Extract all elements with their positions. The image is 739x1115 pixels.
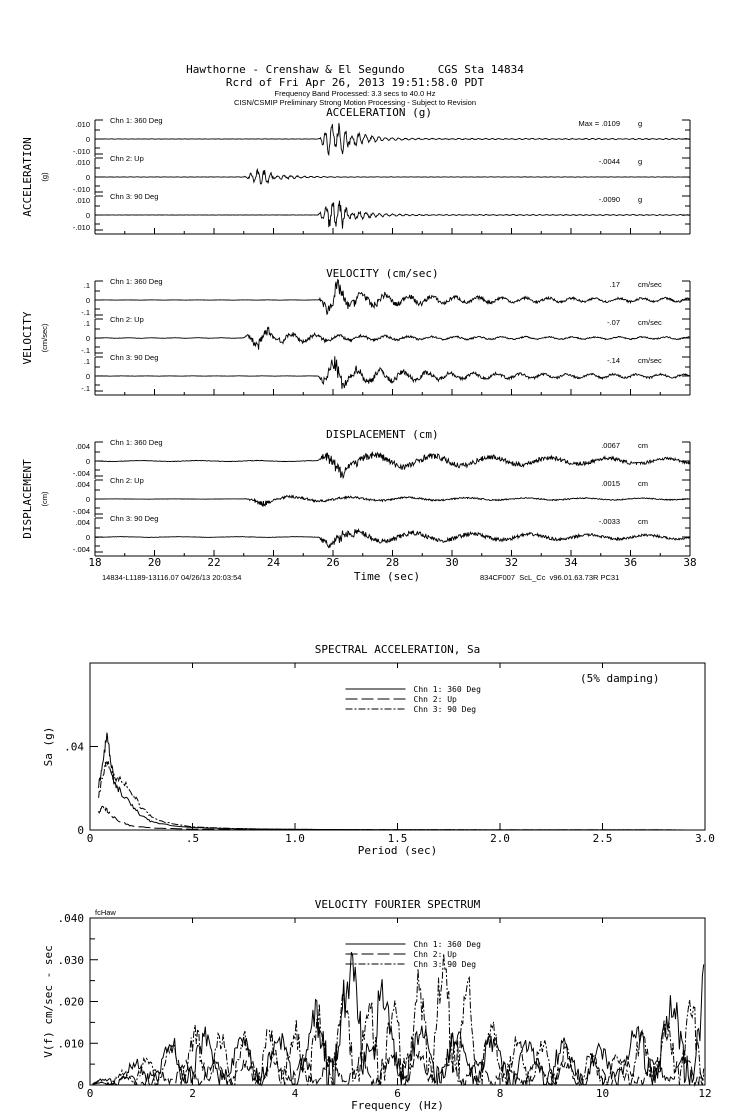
panel-yunit: (cm) [40,491,49,507]
spectrum-ylabel: V(f) cm/sec - sec [42,945,55,1058]
xtick-label: .5 [185,832,200,845]
ytick-label: -.010 [72,185,90,194]
time-axis-label: Time (sec) [353,570,421,583]
time-tick-label: 20 [147,556,162,569]
time-tick-label: 38 [683,556,697,569]
ytick-label: -.010 [72,223,90,232]
channel-label: Chn 1: 360 Deg [110,438,163,447]
xtick-label: 1.5 [387,832,408,845]
ytick-label: 0 [77,1079,84,1092]
peak-unit: cm/sec [638,318,662,327]
spectrum-tag: fcHaw [95,908,116,917]
waveform-2 [95,169,689,184]
ytick-label: .004 [75,442,90,451]
xtick-label: 6 [394,1087,401,1100]
peak-value: Max = .0109 [578,119,620,128]
ytick-label: .010 [75,158,90,167]
ytick-label: .010 [75,196,90,205]
channel-label: Chn 2: Up [110,154,144,163]
xtick-label: 2 [189,1087,196,1100]
legend-label: Chn 1: 360 Deg [413,685,481,694]
peak-value: -.0044 [598,157,620,166]
ytick-label: 0 [85,334,90,343]
ytick-label: .004 [75,480,90,489]
xtick-label: 0 [86,832,94,845]
spectrum-xlabel: Period (sec) [357,844,438,857]
time-tick-label: 36 [623,556,638,569]
channel-label: Chn 3: 90 Deg [110,514,159,523]
ytick-label: 0 [85,135,90,144]
panel-title: ACCELERATION (g) [326,106,433,119]
ytick-label: 0 [85,296,90,305]
peak-value: .17 [609,280,620,289]
peak-value: -.07 [607,318,620,327]
ytick-label: -.004 [72,507,90,516]
spectrum-ylabel: Sa (g) [42,726,55,767]
legend-label: Chn 2: Up [413,695,457,704]
peak-unit: g [638,157,643,166]
time-tick-label: 28 [385,556,400,569]
peak-unit: cm [638,517,648,526]
xtick-label: 10 [595,1087,610,1100]
legend-label: Chn 1: 360 Deg [413,940,481,949]
footer-left: 14834-L1189-13116.07 04/26/13 20:03:54 [102,573,242,582]
time-tick-label: 34 [564,556,578,569]
xtick-label: 3.0 [695,832,715,845]
waveform-1 [95,280,689,315]
peak-unit: cm/sec [638,280,662,289]
ytick-label: .004 [75,518,90,527]
waveform-2 [95,496,689,506]
sa-curve-3 [98,761,705,831]
header-station: Hawthorne - Crenshaw & El Segundo CGS Sta 14834 [186,63,524,76]
panel-ylabel: DISPLACEMENT [21,459,34,539]
panel-title: DISPLACEMENT (cm) [326,428,439,441]
header-record: Rcrd of Fri Apr 26, 2013 19:51:58.0 PDT [225,76,485,89]
xtick-label: 4 [291,1087,299,1100]
xtick-label: 0 [86,1087,94,1100]
peak-unit: g [638,195,643,204]
ytick-label: .010 [57,1037,84,1051]
ytick-label: 0 [85,211,90,220]
channel-label: Chn 3: 90 Deg [110,353,159,362]
legend-label: Chn 2: Up [413,950,457,959]
waveform-3 [95,529,689,547]
ytick-label: .040 [57,912,84,925]
time-tick-label: 30 [445,556,459,569]
channel-label: Chn 2: Up [110,315,144,324]
waveform-3 [95,356,689,389]
xtick-label: 8 [496,1087,504,1100]
peak-value: -.14 [607,356,620,365]
ytick-label: .1 [83,319,90,328]
panel-yunit: (cm/sec) [40,323,49,353]
peak-unit: g [638,119,643,128]
ytick-label: -.1 [81,384,90,393]
footer-right: 834CF007 ScL_Cc v96.01.63.73R PC31 [480,573,620,582]
panel-title: VELOCITY (cm/sec) [326,267,439,280]
waveform-3 [95,201,689,229]
ytick-label: .020 [57,995,84,1009]
spectrum-title: VELOCITY FOURIER SPECTRUM [314,898,481,911]
ytick-label: .1 [83,281,90,290]
peak-value: .0067 [601,441,620,450]
ytick-label: 0 [85,495,90,504]
legend-label: Chn 3: 90 Deg [413,705,477,714]
plot-frame [90,663,705,830]
ytick-label: 0 [85,457,90,466]
peak-unit: cm/sec [638,356,662,365]
ytick-label: -.004 [72,545,90,554]
ytick-label: 0 [77,824,84,837]
channel-label: Chn 1: 360 Deg [110,277,163,286]
peak-unit: cm [638,441,648,450]
ytick-label: .04 [64,740,84,754]
channel-label: Chn 2: Up [110,476,144,485]
xtick-label: 1.0 [285,832,305,845]
legend-label: Chn 3: 90 Deg [413,960,477,969]
ytick-label: -.1 [81,308,90,317]
xtick-label: 12 [698,1087,712,1100]
peak-value: -.0033 [598,517,620,526]
ytick-label: 0 [85,533,90,542]
header-band: Frequency Band Processed: 3.3 secs to 40.0 Hz [274,89,436,98]
panel-ylabel: VELOCITY [21,311,34,365]
sa-curve-1 [98,733,705,830]
time-tick-label: 24 [266,556,281,569]
xtick-label: 2.5 [592,832,613,845]
peak-value: -.0090 [598,195,620,204]
header-disclaimer: CISN/CSMIP Preliminary Strong Motion Processing - Subject to Revision [233,98,477,107]
panel-ylabel: ACCELERATION [21,137,34,217]
time-tick-label: 22 [207,556,221,569]
damping-annotation: (5% damping) [580,672,660,685]
spectrum-title: SPECTRAL ACCELERATION, Sa [314,643,481,656]
ytick-label: 0 [85,372,90,381]
channel-label: Chn 3: 90 Deg [110,192,159,201]
peak-unit: cm [638,479,648,488]
time-tick-label: 18 [88,556,102,569]
ytick-label: 0 [85,173,90,182]
ytick-label: .030 [57,953,84,967]
time-tick-label: 26 [326,556,340,569]
ytick-label: .010 [75,120,90,129]
xtick-label: 2.0 [490,832,510,845]
waveform-2 [95,328,689,350]
ytick-label: -.004 [72,469,90,478]
ytick-label: -.010 [72,147,90,156]
waveform-1 [95,452,689,478]
channel-label: Chn 1: 360 Deg [110,116,163,125]
ytick-label: .1 [83,357,90,366]
ytick-label: -.1 [81,346,90,355]
panel-yunit: (g) [40,172,49,182]
spectrum-xlabel: Frequency (Hz) [351,1099,444,1112]
peak-value: .0015 [601,479,620,488]
time-tick-label: 32 [504,556,519,569]
